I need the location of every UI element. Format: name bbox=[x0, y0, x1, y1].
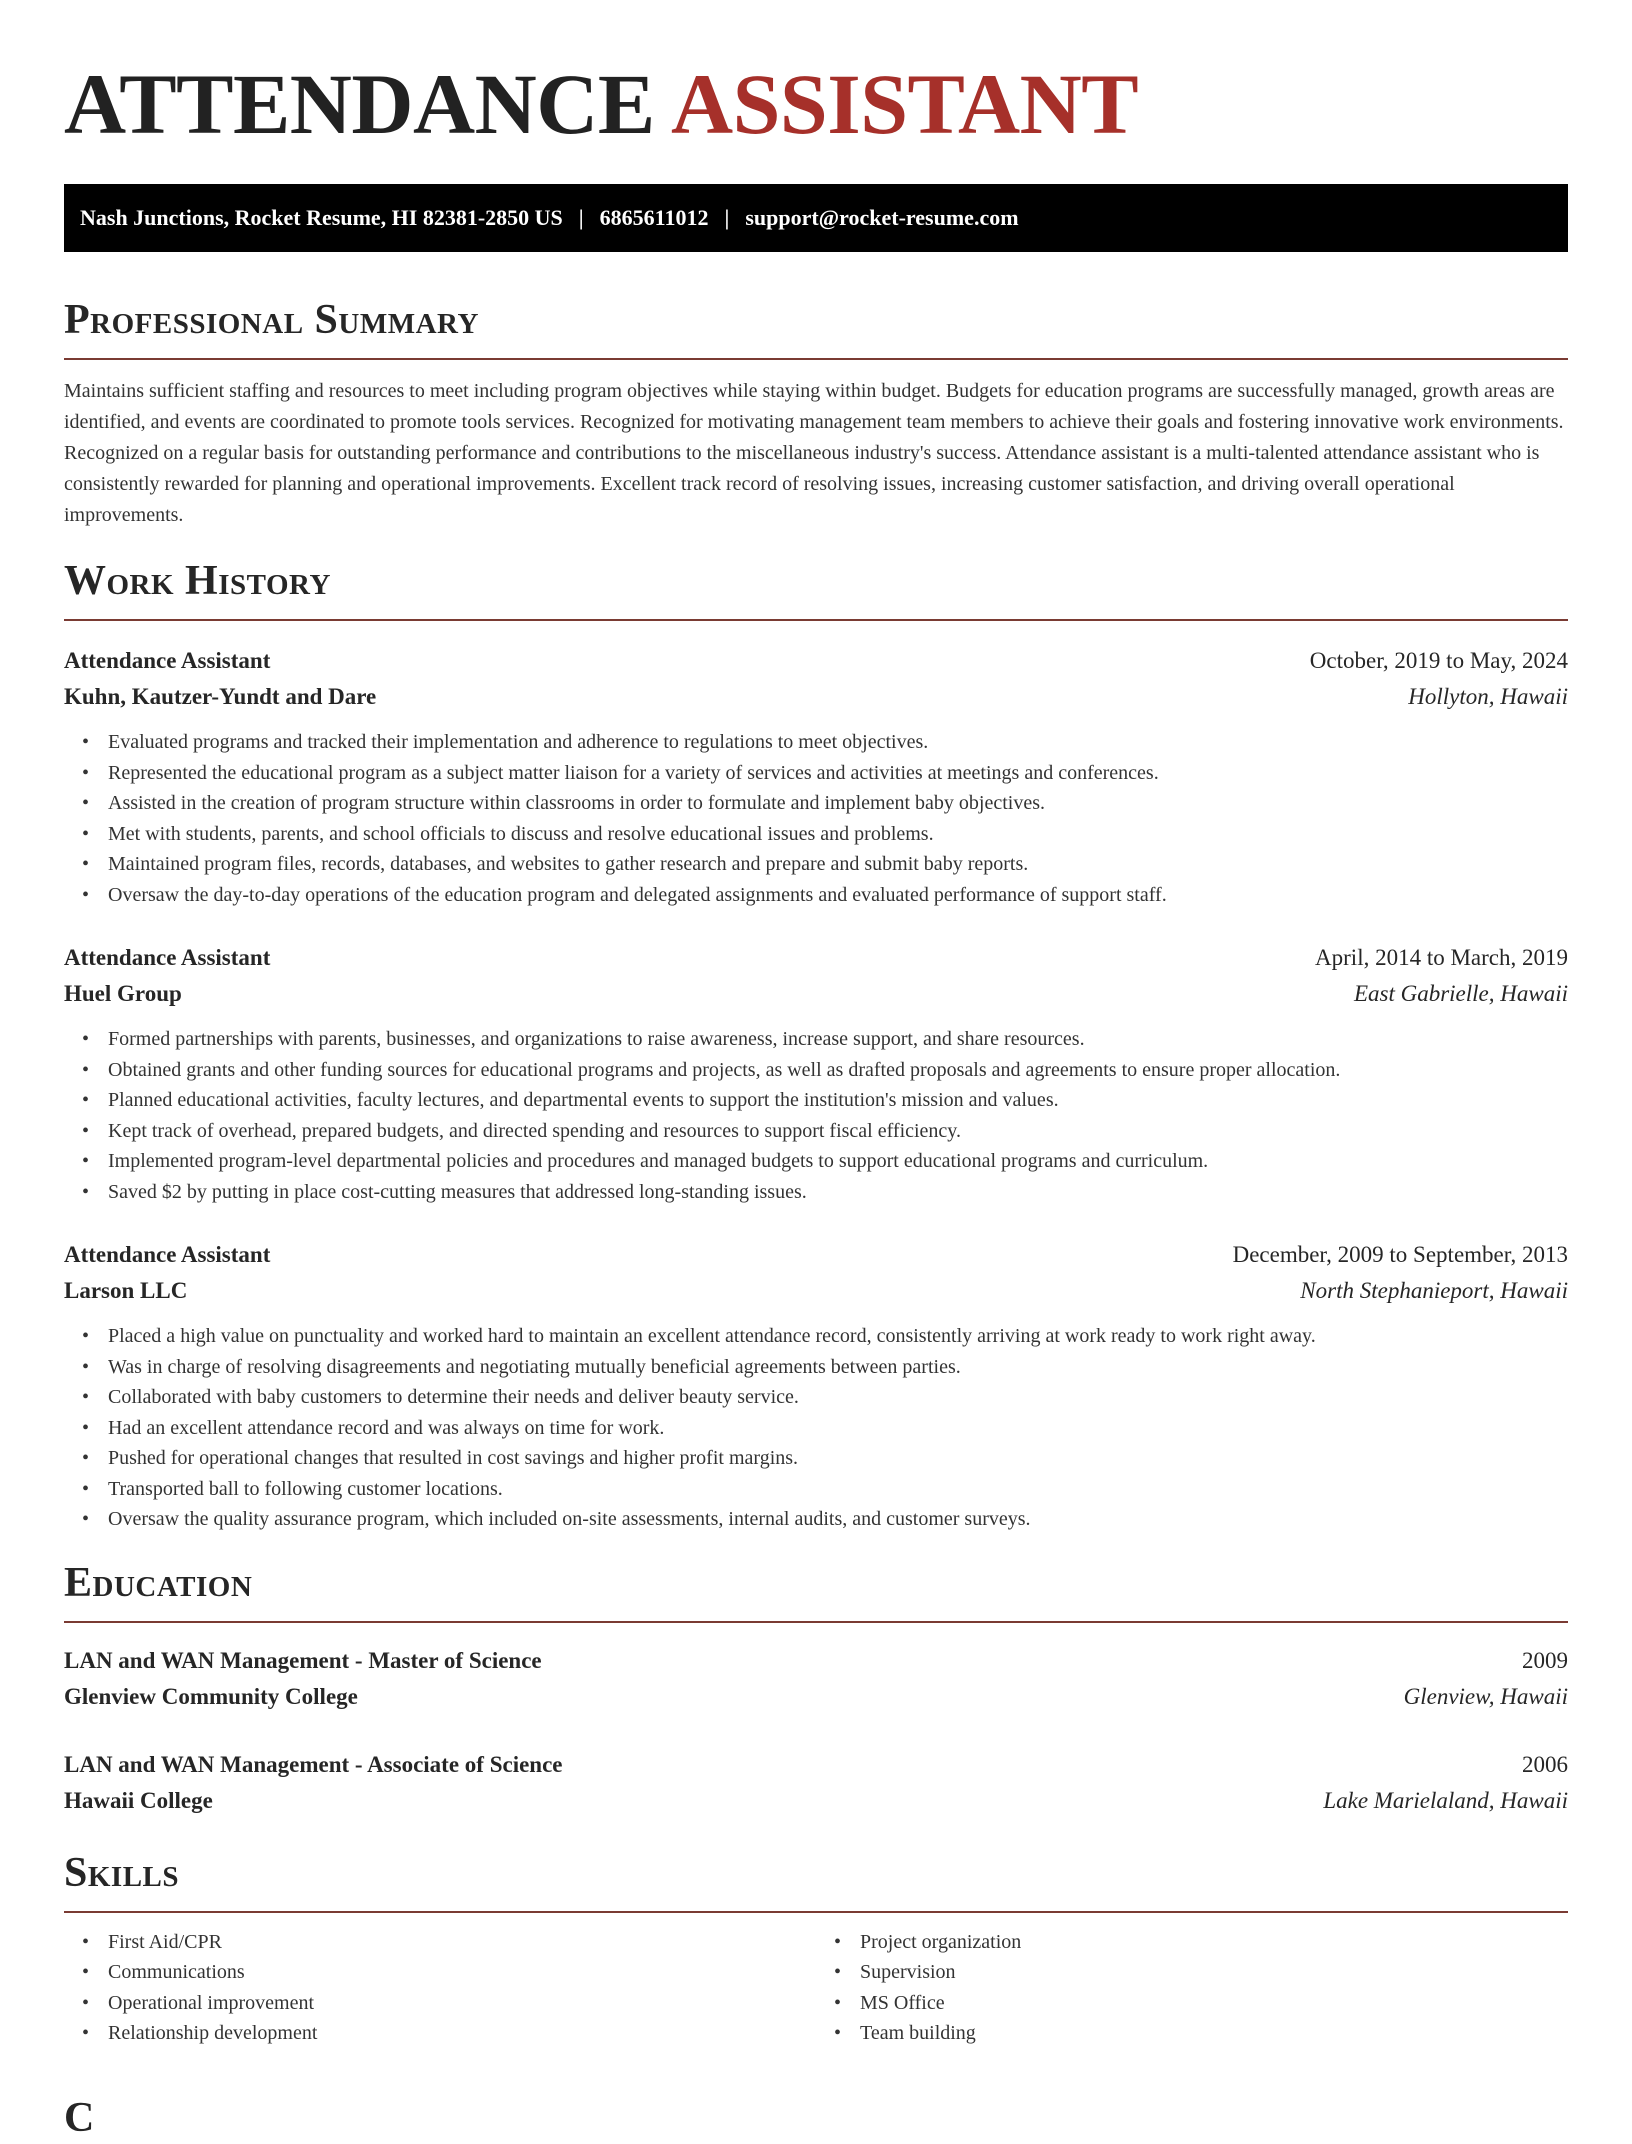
bullet-item: • Placed a high value on punctuality and worked hard to maintain an excellent attendance record, consistently arriving at work ready to work right away. bbox=[108, 1321, 1568, 1352]
bullet-item: • Kept track of overhead, prepared budgets, and directed spending and resources to support fiscal efficiency. bbox=[108, 1116, 1568, 1147]
job-company: Kuhn, Kautzer-Yundt and Dare bbox=[64, 684, 377, 709]
contact-separator: | bbox=[578, 205, 584, 230]
contact-separator: | bbox=[724, 205, 730, 230]
bullet-item: • Transported ball to following customer locations. bbox=[108, 1474, 1568, 1505]
job-entry bbox=[64, 1237, 1568, 1535]
contact-address: Nash Junctions, Rocket Resume, HI 82381-2850 US bbox=[80, 205, 563, 230]
skill-item: • First Aid/CPR bbox=[108, 1927, 816, 1958]
bullet-item: • Evaluated programs and tracked their implementation and adherence to regulations to meet objectives. bbox=[108, 727, 1568, 758]
education-entry bbox=[64, 1643, 1568, 1715]
school-name: Glenview Community College bbox=[64, 1683, 358, 1709]
job-company: Larson LLC bbox=[64, 1278, 188, 1303]
section-divider bbox=[64, 1911, 1568, 1913]
school-name: Hawaii College bbox=[64, 1787, 213, 1813]
bullet-item: • Formed partnerships with parents, businesses, and organizations to raise awareness, increase support, and share resources. bbox=[108, 1024, 1568, 1055]
graduation-year: 2009 bbox=[1522, 1647, 1568, 1673]
skills-list-right bbox=[816, 1927, 1568, 2049]
bullet-item: • Had an excellent attendance record and was always on time for work. bbox=[108, 1413, 1568, 1444]
job-dates: April, 2014 to March, 2019 bbox=[1315, 945, 1568, 970]
skill-item: • Operational improvement bbox=[108, 1988, 816, 2019]
school-location: Glenview, Hawaii bbox=[1403, 1683, 1568, 1709]
summary-section bbox=[64, 294, 1568, 531]
section-divider bbox=[64, 358, 1568, 360]
bullet-item: • Was in charge of resolving disagreements and negotiating mutually beneficial agreements between parties. bbox=[108, 1352, 1568, 1383]
bullet-item: • Oversaw the day-to-day operations of the education program and delegated assignments and evaluated performance of support staff. bbox=[108, 880, 1568, 911]
bullet-item: • Represented the educational program as a subject matter liaison for a variety of services and activities at meetings and conferences. bbox=[108, 758, 1568, 789]
job-dates: December, 2009 to September, 2013 bbox=[1232, 1242, 1568, 1267]
contact-phone: 6865611012 bbox=[599, 205, 709, 230]
skill-item: • MS Office bbox=[860, 1988, 1568, 2019]
summary-text: Maintains sufficient staffing and resources to meet including program objectives while staying within budget. Budgets for education programs are successfully managed, growth areas are identified, and events are coordinated to promote tools services. Recognized for motivating management team members to achieve their goals and fostering innovative work environments. Recognized on a regular basis for outstanding performance and contributions to the miscellaneous industry's success. Attendance assistant is a multi-talented attendance assistant who is consistently rewarded for planning and operational improvements. Excellent track record of resolving issues, increasing customer satisfaction, and driving overall operational improvements. bbox=[64, 380, 1564, 526]
section-divider bbox=[64, 1621, 1568, 1623]
job-entry bbox=[64, 940, 1568, 1207]
resume-title bbox=[64, 52, 1568, 156]
job-dates: October, 2019 to May, 2024 bbox=[1309, 648, 1568, 673]
resume-page bbox=[64, 0, 1568, 2049]
job-bullets bbox=[64, 1024, 1568, 1207]
job-location: East Gabrielle, Hawaii bbox=[1353, 981, 1568, 1006]
education-entry bbox=[64, 1747, 1568, 1819]
graduation-year: 2006 bbox=[1522, 1751, 1568, 1777]
bullet-item: • Met with students, parents, and school officials to discuss and resolve educational issues and problems. bbox=[108, 819, 1568, 850]
bullet-item: • Assisted in the creation of program structure within classrooms in order to formulate and implement baby objectives. bbox=[108, 788, 1568, 819]
bullet-item: • Saved $2 by putting in place cost-cutting measures that addressed long-standing issues. bbox=[108, 1177, 1568, 1208]
job-location: Hollyton, Hawaii bbox=[1408, 684, 1568, 709]
bullet-item: • Implemented program-level departmental policies and procedures and managed budgets to support educational programs and curriculum. bbox=[108, 1146, 1568, 1177]
education-heading: Education bbox=[64, 1559, 253, 1606]
summary-heading: Professional Summary bbox=[64, 297, 479, 343]
bullet-item: • Pushed for operational changes that resulted in cost savings and higher profit margins. bbox=[108, 1443, 1568, 1474]
skill-item: • Relationship development bbox=[108, 2018, 816, 2049]
job-company: Huel Group bbox=[64, 981, 182, 1006]
skills-list-left bbox=[64, 1927, 816, 2049]
bullet-item: • Obtained grants and other funding sources for educational programs and projects, as well as drafted proposals and agreements to ensure proper allocation. bbox=[108, 1055, 1568, 1086]
work-history-heading: Work History bbox=[64, 558, 331, 604]
degree: LAN and WAN Management - Master of Science bbox=[64, 1647, 542, 1673]
contact-email: support@rocket-resume.com bbox=[745, 205, 1019, 230]
skill-item: • Project organization bbox=[860, 1927, 1568, 1958]
job-bullets bbox=[64, 1321, 1568, 1535]
skills-heading: Skills bbox=[64, 1849, 180, 1896]
skill-item: • Communications bbox=[108, 1957, 816, 1988]
job-title: Attendance Assistant bbox=[64, 648, 271, 673]
degree: LAN and WAN Management - Associate of Science bbox=[64, 1751, 563, 1777]
bullet-item: • Maintained program files, records, databases, and websites to gather research and prepare and submit baby reports. bbox=[108, 849, 1568, 880]
contact-bar bbox=[64, 184, 1568, 252]
title-last-word: ASSISTANT bbox=[670, 56, 1139, 152]
bullet-item: • Collaborated with baby customers to determine their needs and deliver beauty service. bbox=[108, 1382, 1568, 1413]
title-first-word: ATTENDANCE bbox=[64, 56, 655, 152]
skill-item: • Supervision bbox=[860, 1957, 1568, 1988]
skill-item: • Team building bbox=[860, 2018, 1568, 2049]
job-title: Attendance Assistant bbox=[64, 945, 271, 970]
section-divider bbox=[64, 619, 1568, 621]
job-location: North Stephanieport, Hawaii bbox=[1300, 1278, 1568, 1303]
bullet-item: • Oversaw the quality assurance program, which included on-site assessments, internal audits, and customer surveys. bbox=[108, 1504, 1568, 1535]
bullet-item: • Planned educational activities, faculty lectures, and departmental events to support the institution's mission and values. bbox=[108, 1085, 1568, 1116]
education-section bbox=[64, 1557, 1568, 1819]
job-entry bbox=[64, 643, 1568, 910]
skills-section bbox=[64, 1847, 1568, 2049]
school-location: Lake Marielaland, Hawaii bbox=[1323, 1787, 1568, 1813]
job-title: Attendance Assistant bbox=[64, 1242, 271, 1267]
job-bullets bbox=[64, 727, 1568, 910]
skills-columns bbox=[64, 1927, 1568, 2049]
work-history-section bbox=[64, 555, 1568, 1535]
next-section-heading-partial: C bbox=[64, 2095, 95, 2141]
